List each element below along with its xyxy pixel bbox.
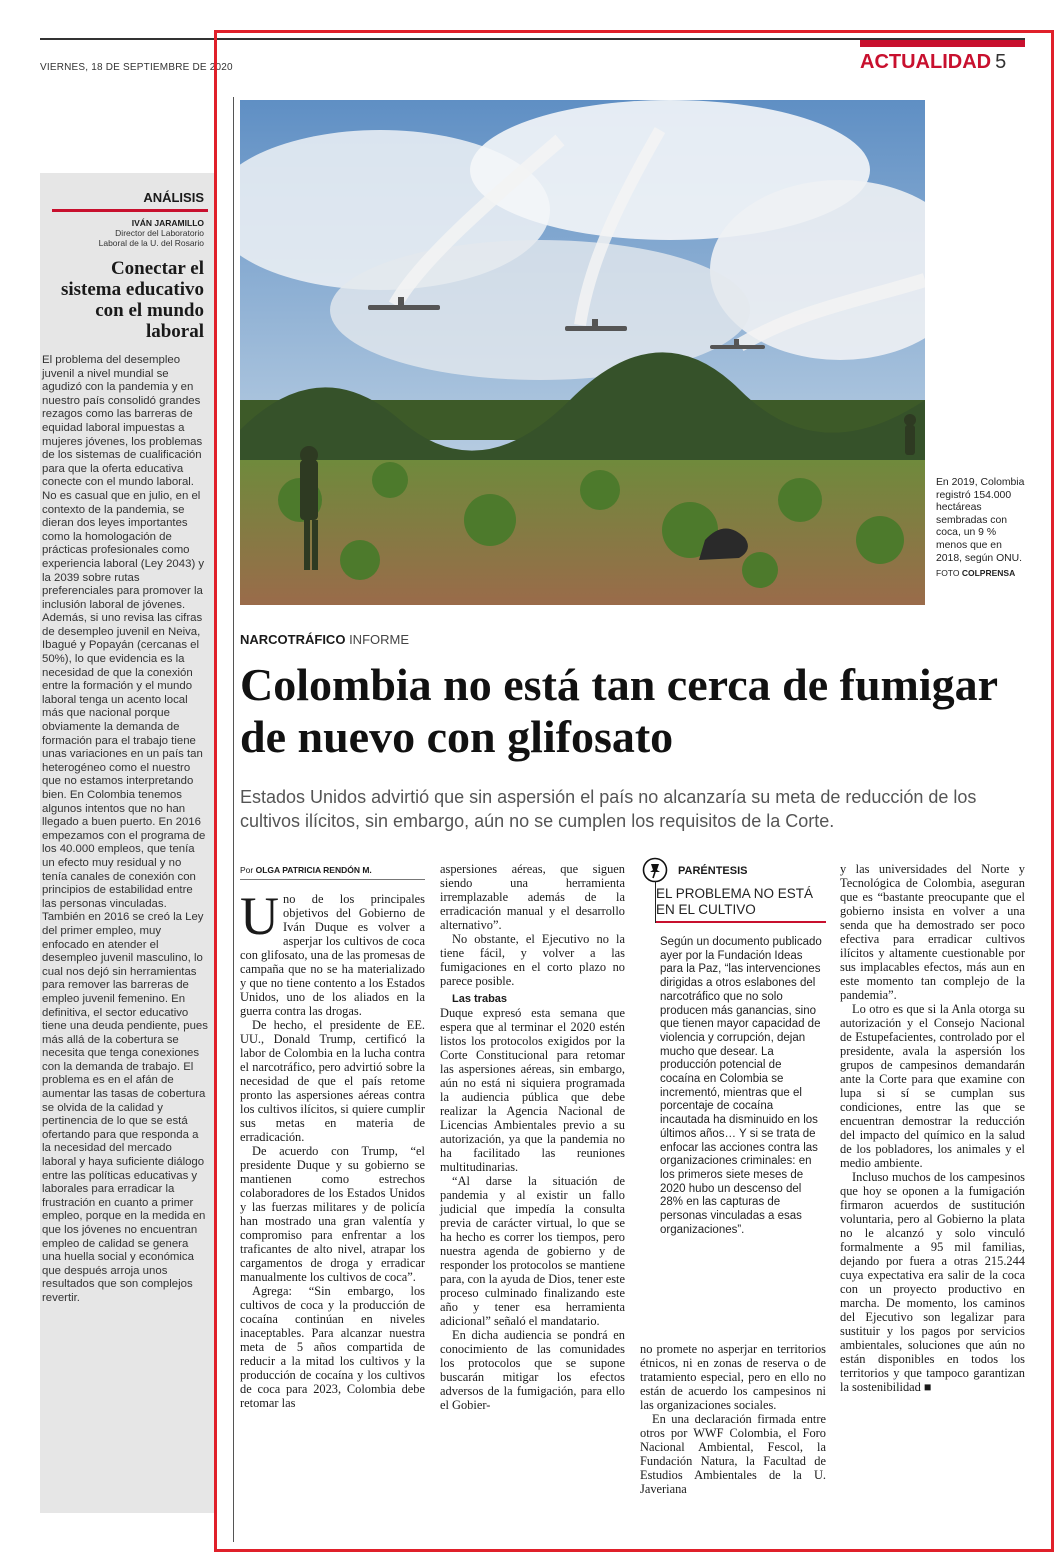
- parentesis-rule: [656, 921, 826, 923]
- dateline: VIERNES, 18 DE SEPTIEMBRE DE 2020: [40, 62, 233, 73]
- byline-author: OLGA PATRICIA RENDÓN M.: [255, 865, 372, 875]
- page-number: 5: [995, 51, 1007, 73]
- parentesis-label: PARÉNTESIS: [678, 865, 748, 877]
- photo-caption: [936, 477, 1026, 580]
- dropcap: U: [240, 886, 279, 946]
- credit-source: COLPRENSA: [961, 568, 1016, 579]
- kicker-type: INFORME: [349, 632, 410, 647]
- paragraph: aspersiones aéreas, que siguen siendo una herramienta irremplazable además de la erradicación manual y el desarrollo alternativo”.: [440, 862, 625, 932]
- column-divider: [233, 97, 234, 1542]
- news-photo: [240, 100, 925, 605]
- article-column-2: [440, 862, 625, 1412]
- paragraph: [240, 886, 425, 1018]
- section-color-bar: [860, 40, 1025, 47]
- photo-credit: [936, 567, 1026, 580]
- byline: [240, 865, 372, 875]
- paragraph: Duque expresó esta semana que espera que al terminar el 2020 estén listos los protocolos exigidos por la Corte Constitucional para retomar las aspersiones aéreas, sin embargo, aún no está ni siquiera programada la audiencia pública que debe realizar la Agencia Nacional de Licencias Ambientales previo a su autorización, ya que la pandemia no ha facilitado las reuniones multitudinarias.: [440, 1006, 625, 1174]
- parentesis-title: EL PROBLEMA NO ESTÁ EN EL CULTIVO: [656, 886, 814, 917]
- article-dek: Estados Unidos advirtió que sin aspersión el país no alcanzaría su meta de reducción de los cultivos ilícitos, sin embargo, aún no se cumplen los requisitos de la Corte.: [240, 787, 977, 831]
- article-column-4: [840, 862, 1025, 1394]
- paragraph: De hecho, el presidente de EE. UU., Donald Trump, certificó la labor de Colombia en la lucha contra el narcotráfico, pero advirtió sobre la necesidad de que el país retome pronto las aspersiones aéreas contra los cultivos ilícitos, si quiere cumplir sus metas en materia de erradicación.: [240, 1018, 425, 1144]
- paragraph: De acuerdo con Trump, “el presidente Duque y su gobierno se mantienen como estrechos colaboradores de los Estados Unidos y las fuerzas militares y de policía han mostrado una gran valentía y compromiso para enfrentar a los traficantes de alto nivel, atrapar los cargamentos de droga y erradicar manualmente los cultivos de coca”.: [240, 1144, 425, 1284]
- article-headline: Colombia no está tan cerca de fumigar de nuevo con glifosato: [240, 659, 998, 762]
- analysis-author-role-2: Laboral de la U. del Rosario: [98, 238, 204, 248]
- paragraph: En dicha audiencia se pondrá en conocimiento de las comunidades los protocolos que se supone buscarán mitigar los efectos adversos de la fumigación, para ello el Gobier-: [440, 1328, 625, 1412]
- article-column-1: [240, 886, 425, 1410]
- paragraph: y las universidades del Norte y Tecnológica de Colombia, aseguran que es “bastante preocupante que el gobierno insista en volver a una senda que ha demostrado ser poco efectiva para erradicar cultivos ilícitos y altamente cuestionable por sus implacables efectos, más aun en este momento tan complejo de la pandemia”.: [840, 862, 1025, 1002]
- analysis-sidebar: [40, 173, 214, 1513]
- credit-prefix: FOTO: [936, 568, 960, 579]
- byline-prefix: Por: [240, 865, 254, 875]
- section-name: ACTUALIDAD: [860, 51, 992, 73]
- paragraph: No obstante, el Ejecutivo no la tiene fácil, y volver a las fumigaciones en el corto plazo no parece posible.: [440, 932, 625, 988]
- byline-rule: [240, 879, 425, 880]
- article-kicker: [240, 632, 409, 647]
- paragraph: no promete no asperjar en territorios étnicos, ni en zonas de reserva o de tratamiento especial, pero en ello no están de acuerdo los campesinos ni las organizaciones sociales.: [640, 1342, 826, 1412]
- paragraph-text: no de los principales objetivos del Gobierno de Iván Duque es volver a asperjar los cultivos de coca con glifosato, una de las promesas de campaña que no se ha materializado y que no tiene contento a los Estados Unidos, uno de los aliados en la guerra contra las drogas.: [240, 892, 425, 1018]
- kicker-topic: NARCOTRÁFICO: [240, 632, 346, 647]
- paragraph: En una declaración firmada entre otros por WWF Colombia, el Foro Nacional Ambiental, Fescol, la Fundación Natura, la Facultad de Estudios Ambientales de la U. Javeriana: [640, 1412, 826, 1496]
- section-header: [860, 51, 1006, 74]
- analysis-author: IVÁN JARAMILLO: [131, 218, 204, 228]
- analysis-label: ANÁLISIS: [143, 190, 204, 205]
- article-column-3: [640, 1342, 826, 1496]
- analysis-body: El problema del desempleo juvenil a nivel mundial se agudizó con la pandemia y en nuestro país consolidó grandes rezagos como las barreras de equidad laboral impuestas a mujeres jóvenes, los problemas de los sistemas de cualificación para que la oferta educativa conecte con el mundo laboral. No es casual que en julio, en el contexto de la pandemia, se dieran dos leyes importantes como la homologación de prácticas profesionales como experiencia laboral (Ley 2043) y la 2039 sobre rutas preferenciales para promover la inclusión laboral de jóvenes. Además, si uno revisa las cifras de desempleo juvenil en Neiva, Ibagué y Popayán (cercanas el 50%), lo que evidencia es la necesidad de que la conexión entre la formación y el mundo laboral tenga un acento local más que nacional porque obviamente la demanda de formación para el trabajo tiene unas variaciones en un país tan heterogéneo como el nuestro que no estamos interpretando bien. En Colombia tenemos algunos intentos que no han llegado a buen puerto. En 2016 empezamos con el programa de los 40.000 empleos, que tenía un efecto muy residual y no tenía canales de conexión con principios de estabilidad entre las personas vinculadas. También en 2016 se creó la Ley del primer empleo, muy enfocado en atender el desempleo juvenil masculino, lo cual nos dejó sin herramientas para remover las barreras de empleo juvenil femenino. En definitiva, el sector educativo tiene una deuda pendiente, pues más allá de la cobertura se necesita que tenga conexiones con la demanda de trabajo. El problema es en el afán de aumentar las tasas de cobertura se olvida de la calidad y pertinencia de lo que se está ofertando para que responda a la necesidad del mercado laboral y haya suficiente diálogo entre las políticas educativas y laborales para erradicar la frustración en cuanto a primer empleo, porque en la medida en que los jóvenes no encuentran empleo de calidad se genera una huella social y económica que después arroja unos resultados que son complejos revertir.: [42, 354, 208, 1304]
- paragraph: Lo otro es que si la Anla otorga su autorización y el Consejo Nacional de Estupefacientes, controlado por el presidente, avala la aspersión los grupos de campesinos demandarán ante la Corte para que examine con lupa si sí se cumplan sus condiciones, entre las que se encuentran demostrar la reducción del impacto del químico en la salud de los pobladores, los animales y el medio ambiente.: [840, 1002, 1025, 1170]
- paragraph: Agrega: “Sin embargo, los cultivos de coca y la producción de cocaína continúan en niveles inaceptables. Para alcanzar nuestra meta de 5 años compartida de reducir a la mitad los cultivos y la producción de cocaína y los cultivos de coca para 2023, Colombia debe retomar las: [240, 1284, 425, 1410]
- paragraph: Incluso muchos de los campesinos que hoy se oponen a la fumigación firmaron acuerdos de sustitución voluntaria, pero al Gobierno la plata no le alcanzó y solo vinculó formalmente a 95 mil familias, dejando por fuera a otras 215.244 cuya expectativa era salir de la coca con un proyecto productivo en marcha. De momento, los caminos del Ejecutivo son legalizar para sustituir y los pagos por servicios ambientales, soluciones que aún no están disponibles en todos los territorios y que tampoco garantizan la sostenibilidad ■: [840, 1170, 1025, 1394]
- subhead: Las trabas: [452, 993, 508, 1005]
- analysis-title: Conectar el sistema educativo con el mundo laboral: [60, 258, 204, 342]
- analysis-rule: [52, 209, 208, 212]
- parentesis-body: Según un documento publicado ayer por la Fundación Ideas para la Paz, “las intervenciones dirigidas a otros eslabones del narcotráfico que no solo producen más ganancias, sino que tienen mayor capacidad de violencia y corrupción, dejan mucho que desear. La producción potencial de cocaína en Colombia se incrementó, mientras que el porcentaje de cocaína incautada ha disminuido en los últimos años… Y si se trata de enfocar las acciones contra las organizaciones criminales: en los primeros siete meses de 2020 hubo un descenso del 28% en las capturas de personas vinculadas a esas organizaciones”.: [660, 936, 822, 1236]
- paragraph: “Al darse la situación de pandemia y al existir un fallo judicial que impedía la consulta previa de carácter virtual, lo que se ha hecho es correr los tiempos, pero nuestra agenda de gobierno y de responder los protocolos se mantiene para, con la ayuda de Dios, tener este proceso culminado finalizando este año y tener esa herramienta adicional” señaló el mandatario.: [440, 1174, 625, 1328]
- analysis-author-role-1: Director del Laboratorio: [115, 228, 204, 238]
- caption-text: En 2019, Colombia registró 154.000 hectáreas sembradas con coca, un 9 % menos que en 2018, según ONU.: [936, 477, 1025, 564]
- parentesis-box: [642, 857, 830, 1317]
- pin-icon: [642, 857, 668, 883]
